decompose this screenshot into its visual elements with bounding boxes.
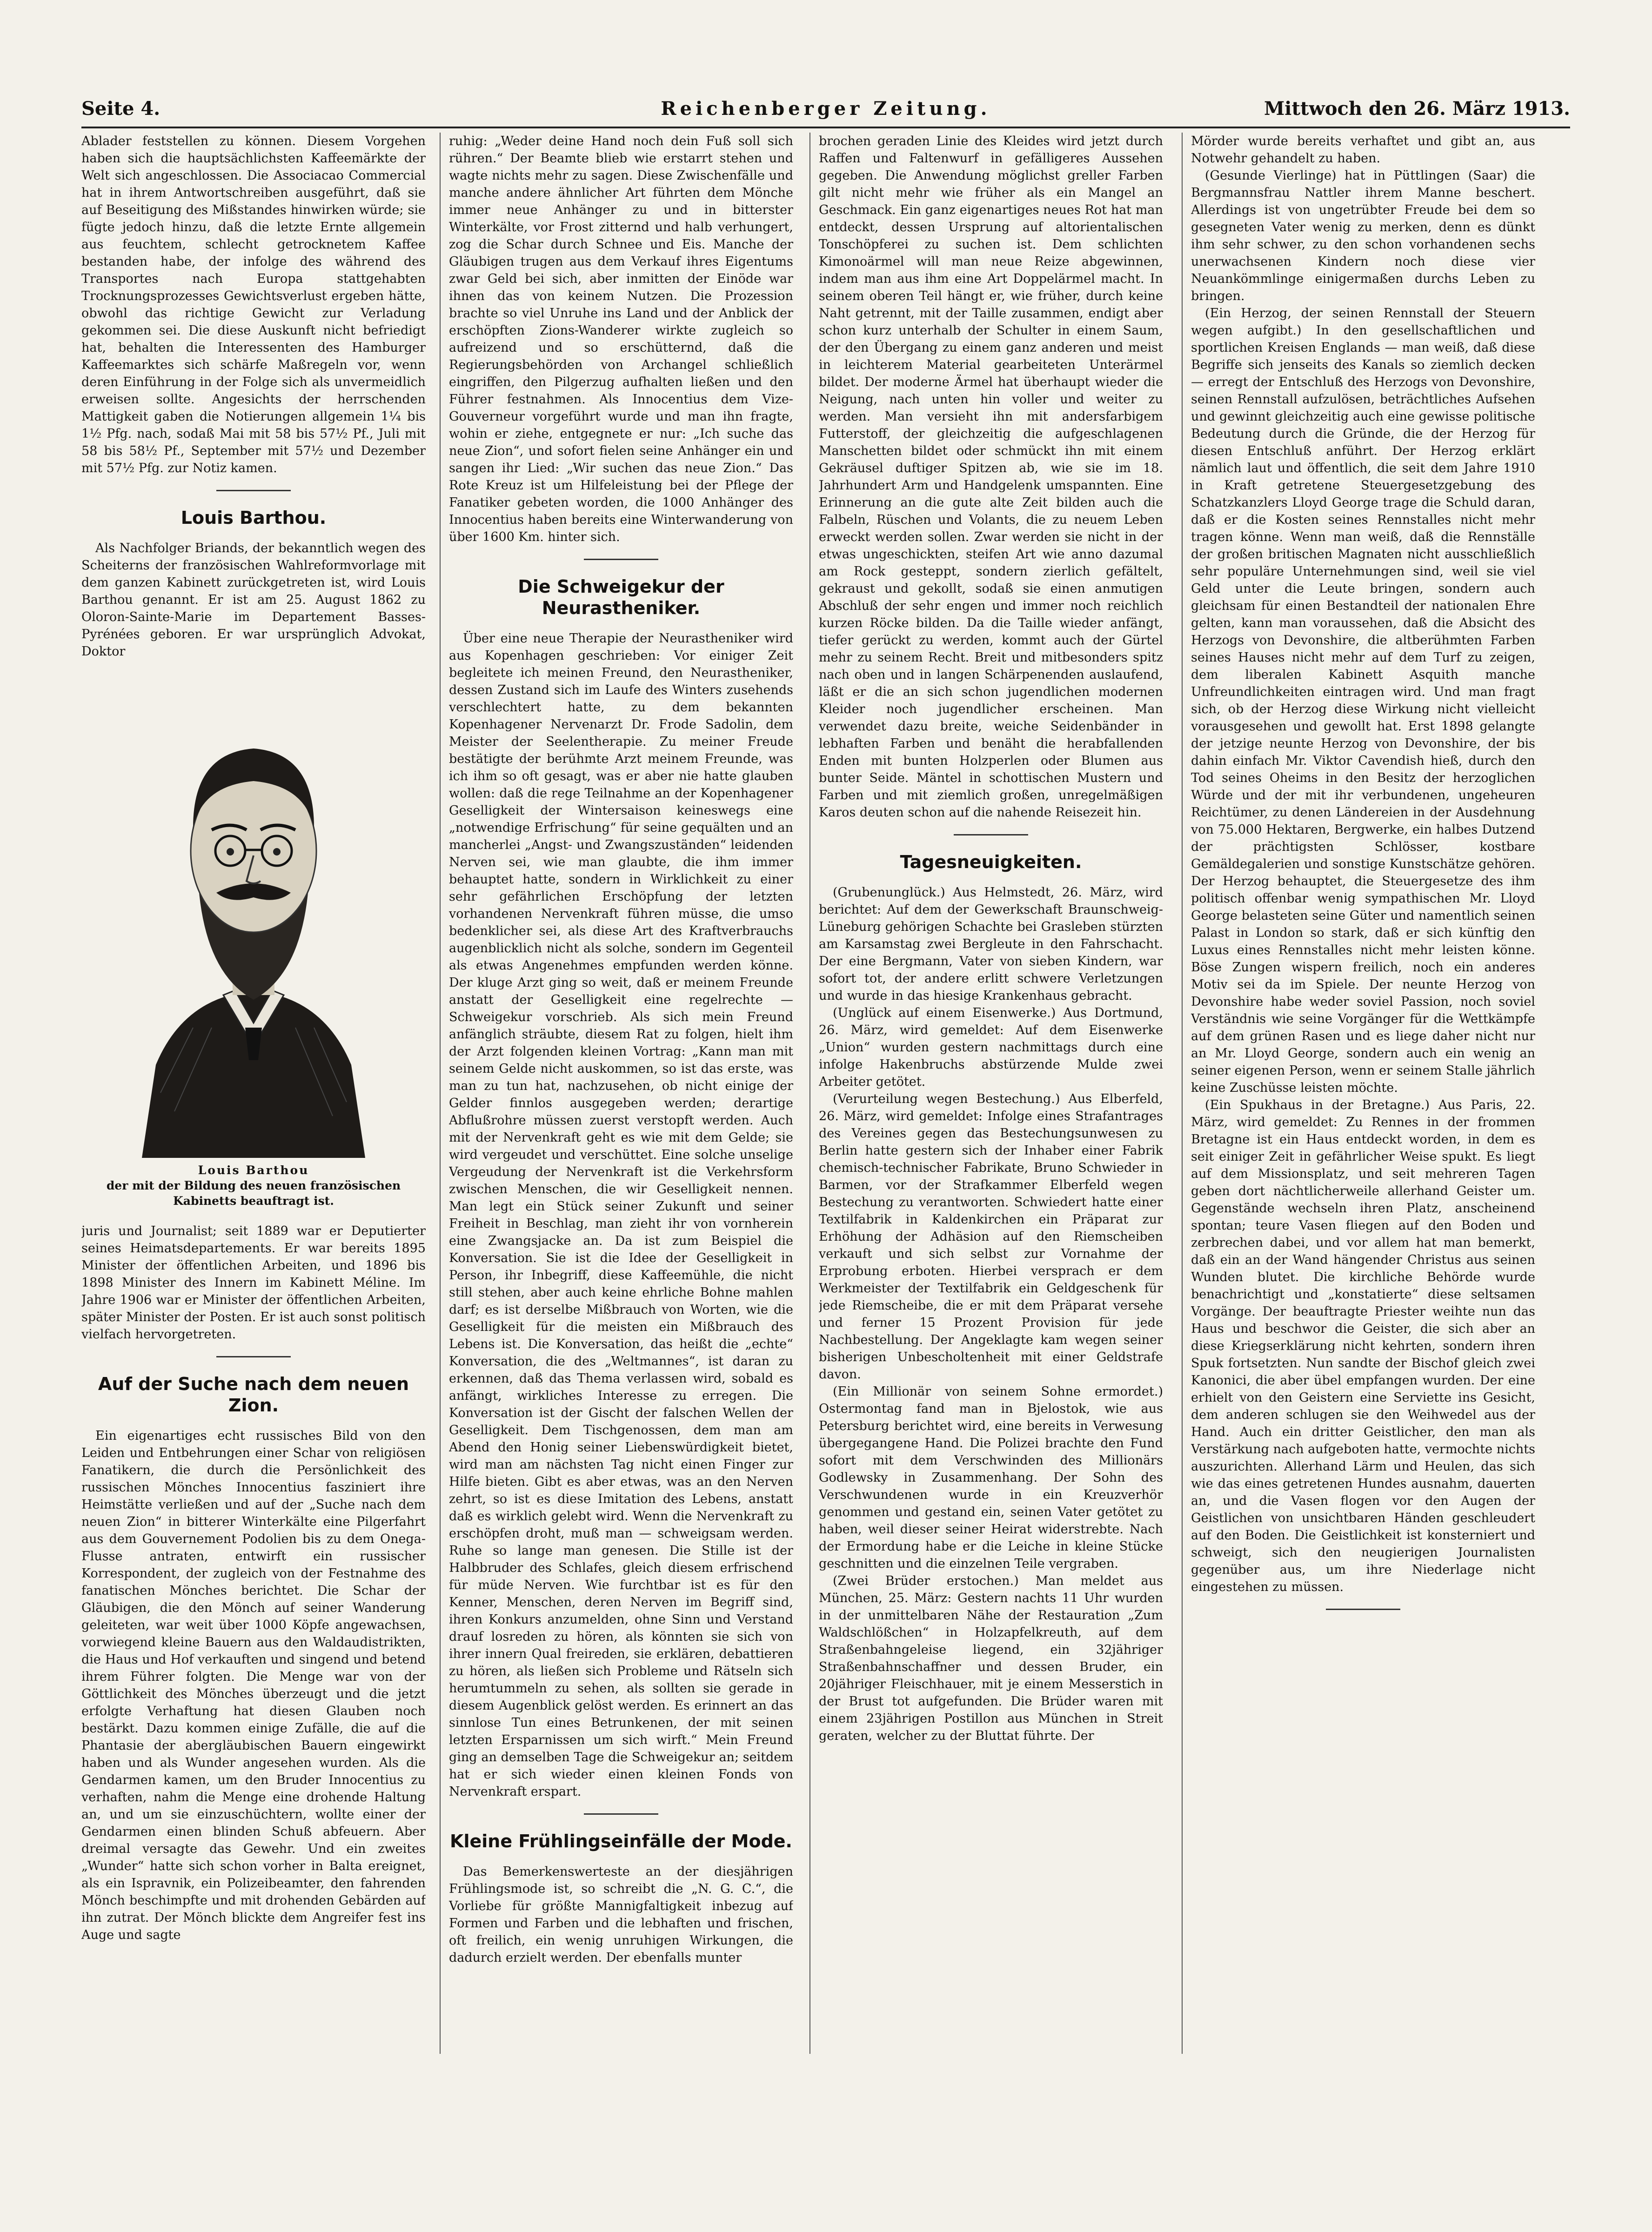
header-rule <box>81 127 1570 128</box>
article-text: Über eine neue Therapie der Neurastheniker wird aus Kopenhagen geschrieben: Vor einiger Zeit begleitete ich meinen Freund, den Neurastheniker, dessen Zustand sich im Laufe des Winters zusehends verschlechtert hatte, zu dem bekannten Kopenhagener Nervenarzt Dr. Frode Sadolin, dem Meister der Seelentherapie. Zu meiner Freude bestätigte der berühmte Arzt meinem Freunde, was ich ihm so oft gesagt, was er aber nie hatte glauben wollen: daß die rege Teilnahme an der Kopenhagener Geselligkeit der Wintersaison keineswegs eine „notwendige Erfrischung“ für seine gequälten und an mancherlei „Angst- und Zwangszuständen“ leidenden Nerven sei, wie man glaubte, die ihm immer behauptet hatte, sondern in Wirklichkeit zu einer sehr gefährlichen Erschöpfung der letzten vorhandenen Nervenkraft führen müsse, die umso bedenklicher sei, als diese Art des Kraftverbrauchs augenblicklich nicht als solche, sondern im Gegenteil als etwas Angenehmes empfunden werden könne. Der kluge Arzt ging so weit, daß er meinem Freunde anstatt der Geselligkeit eine regelrechte — Schweigekur vorschrieb. Als sich mein Freund anfänglich sträubte, diesem Rat zu folgen, hielt ihm der Arzt folgenden kleinen Vortrag: „Kann man mit seinem Gelde nicht auskommen, so ist das erste, was man zu tun hat, nachzusehen, ob nicht einige der Gelder finnlos ausgegeben werden; derartige Abflußrohre müssen zuerst verstopft werden. Auch mit der Nervenkraft geht es wie mit dem Gelde; sie wird vergeudet und verschüttet. Eine solche unselige Vergeudung der Nervenkraft ist die Verkehrsform zwischen Menschen, die wir Geselligkeit nennen. Man legt ein Stück seiner Zukunft und seiner Freiheit in Beschlag, man zieht ihr von vornherein eine Zwangsjacke an. Da ist zum Beispiel die Konversation. Sie ist die Idee der Geselligkeit in Person, ihr Inbegriff, diese Kaffeemühle, die nicht still stehen, aber auch keine ehrliche Bohne mahlen darf; es ist derselbe Mißbrauch von Worten, wie die Geselligkeit für die meisten ein Mißbrauch des Lebens ist. Die Konversation, das heißt die „echte“ Konversation, die des „Weltmannes“, ist daran zu erkennen, daß das Thema verlassen wird, sobald es anfängt, wirkliches Interesse zu erregen. Die Konversation ist der Gischt der falschen Wellen der Geselligkeit. Dem Tischgenossen, dem man am Abend den Honig seiner Liebenswürdigkeit bietet, wird man am nächsten Tag nicht einen Finger zur Hilfe bieten. Gibt es aber etwas, was an den Nerven zehrt, so ist es diese Imitation des Lebens, anstatt daß es wirklich gelebt wird. Wenn die Nervenkraft zu erschöpfen droht, muß man — schweigsam werden. Ruhe so lange man genesen. Die Stille ist der Halbbruder des Schlafes, gleich diesem erfrischend für müde Nerven. Wie furchtbar ist es für den Kenner, Menschen, deren Nerven im Begriff sind, ihren Konkurs anzumelden, ohne Sinn und Verstand drauf losreden zu hören, als könnten sie sich von ihrer innern Qual freireden, sie erklären, debattieren zu hören, als ließen sich Probleme und Rätseln sich herumtummeln zu sehen, als sollten sie gerade in diesem Augenblick gelöst werden. Es erinnert an das sinnlose Tun eines Betrunkenen, der mit seinen letzten Ersparnissen um sich wirft.“ Mein Freund ging an demselben Tage die Schweigekur an; seitdem hat er sich wieder einen kleinen Fonds von Nervenkraft erspart. <box>449 631 793 1799</box>
article-text: Das Bemerkenswerteste an der diesjährigen Frühlingsmode ist, so schreibt die „N. G. C.“, die Vorliebe für größte Mannigfaltigkeit inbezug auf Formen und Farben und die lebhaften und frischen, oft freilich, ein wenig unruhigen Wirkungen, die dadurch erzielt werden. Der ebenfalls munter <box>449 1864 793 1965</box>
article-heading: Auf der Suche nach dem neuen Zion. <box>98 1374 409 1416</box>
portrait-illustration <box>123 674 384 1158</box>
article-separator <box>954 834 1028 835</box>
article-separator <box>1326 1609 1400 1610</box>
column-rule <box>440 133 441 2054</box>
news-item: Mörder wurde bereits verhaftet und gibt an, aus Notwehr gehandelt zu haben. <box>1191 134 1535 166</box>
article-heading: Louis Barthou. <box>181 508 327 528</box>
column-rule <box>809 133 810 2054</box>
column-4 <box>1191 133 1535 2054</box>
news-item: (Ein Spukhaus in der Bretagne.) Aus Paris, 22. März, wird gemeldet: Zu Rennes in der frommen Bretagne ist ein Haus entdeckt worden, in dem es seit einiger Zeit in gefährlicher Weise spukt. Es liegt auf dem Missionsplatz, und seit mehreren Tagen geben dort nächtlicherweile allerhand Geister um. Gegenstände wechseln ihren Platz, anscheinend spontan; teure Vasen fliegen auf den Boden und zerbrechen dabei, und vor allem hat man bemerkt, daß ein an der Wand hängender Christus aus seinen Wunden blutet. Die kirchliche Behörde wurde benachrichtigt und „konstatierte“ diese seltsamen Vorgänge. Der beauftragte Priester weihte nun das Haus und beschwor die Geister, die sich aber an diese Kriegserklärung nicht kehrten, sondern ihren Spuk fortsetzten. Nun sandte der Bischof gleich zwei Kanonici, die aber übel empfangen wurden. Der eine erhielt von den Geistern eine Serviette ins Gesicht, dem anderen schlugen sie den Weihwedel aus der Hand. Auch ein dritter Geistlicher, den man als Verstärkung nach aufgeboten hatte, vermochte nichts auszurichten. Allerhand Lärm und Heulen, das sich wie das eines getretenen Hundes ausnahm, dauerten an, und die Vasen flogen vor den Augen der Geistlichen von unsichtbaren Händen geschleudert auf den Boden. Die Geistlichkeit ist konsterniert und schweigt, sich den neugierigen Journalisten gegenüber aus, um ihre Niederlage nicht eingestehen zu müssen. <box>1191 1098 1535 1594</box>
article-separator <box>216 1356 291 1357</box>
article-separator <box>584 559 658 560</box>
news-item: (Verurteilung wegen Bestechung.) Aus Elberfeld, 26. März, wird gemeldet: Infolge eines Strafantrages des Vereines gegen das Bestechungsunwesen zu Berlin hatte gestern sich der Inhaber einer Fabrik chemisch-technischer Fabrikate, Bruno Schwieder in Barmen, vor der Strafkammer Elberfeld wegen Bestechung zu verantworten. Schwiedert hatte einer Textilfabrik in Kaldenkirchen ein Präparat zur Erhöhung der Adhäsion auf den Riemscheiben verkauft und sich selbst zur Vornahme der Erprobung erboten. Hierbei versprach er dem Werkmeister der Textilfabrik ein Geldgeschenk für jede Riemscheibe, die er mit dem Präparat versehe und ferner 15 Prozent Provision für jede Nachbestellung. Der Angeklagte kam wegen seiner bisherigen Unbescholtenheit mit einer Geldstrafe davon. <box>819 1092 1163 1382</box>
article-text: brochen geraden Linie des Kleides wird jetzt durch Raffen und Faltenwurf in gefälligeres Aussehen gegeben. Die Anwendung möglichst greller Farben gilt nicht mehr wie früher als ein Mangel an Geschmack. Ein ganz eigenartiges neues Rot hat man entdeckt, dessen Ursprung auf altorientalischen Tonschöpferei zu suchen ist. Dem schlichten Kimonoärmel will man neue Reize abgewinnen, indem man aus ihm eine Art Doppelärmel macht. In seinem oberen Teil hängt er, wie früher, durch keine Naht getrennt, mit der Taille zusammen, endigt aber schon kurz unterhalb der Schulter in einem Saum, der den Übergang zu einem ganz anderen und meist in leichterem Material gearbeiteten Unterärmel bildet. Der moderne Ärmel hat überhaupt wieder die Neigung, nach unten hin voller und weiter zu werden. Man versieht ihn mit andersfarbigem Futterstoff, der gleichzeitig die aufgeschlagenen Manschetten bildet oder schmückt ihn mit einem Gekräusel duftiger Spitzen ab, wie sie im 18. Jahrhundert Arm und Handgelenk umspannten. Eine Erinnerung an die gute alte Zeit bilden auch die Falbeln, Rüschen und Volants, die zu neuem Leben erweckt werden sollen. Zwar werden sie nicht in der etwas ungeschickten, steifen Art wie anno dazumal am Rock gesteppt, sondern zierlich gefältelt, gekraust und gekollt, sodaß sie einen anmutigen Abschluß der sehr engen und immer noch reichlich kurzen Röcke bilden. Da die Taille wieder anfängt, tiefer gerückt zu werden, kommt auch der Gürtel mehr zu seinem Recht. Breit und mitbesonders spitz nach oben und in langen Schärpenenden auslaufend, läßt er die an sich schon jugendlichen modernen Kleider noch jugendlicher erscheinen. Man verwendet dazu breite, weiche Seidenbänder in lebhaften Farben und benäht die herabfallenden Enden mit bunten Holzperlen oder Blumen aus bunter Seide. Mäntel in schottischen Mustern und Farben und mit ziemlich großen, unregelmäßigen Karos deuten schon auf die nahende Reisezeit hin. <box>819 134 1163 820</box>
news-item: (Ein Millionär von seinem Sohne ermordet.) Ostermontag fand man in Bjelostok, wie aus Petersburg berichtet wird, eine bereits in Verwesung übergegangene Hand. Die Polizei brachte den Fund sofort mit dem Verschwinden des Millionärs Godlewsky in Zusammenhang. Der Sohn des Verschwundenen wurde in ein Kreuzverhör genommen und gestand ein, seinen Vater getötet zu haben, weil dieser seiner Heirat widerstrebte. Nach der Ermordung habe er die Leiche in kleine Stücke geschnitten und die einzelnen Teile vergraben. <box>819 1384 1163 1571</box>
section-heading: Tagesneuigkeiten. <box>900 852 1082 872</box>
article-text: Ein eigenartiges echt russisches Bild von den Leiden und Entbehrungen einer Schar von religiösen Fanatikern, die durch die Persönlichkeit des russischen Mönches Innocentius fasziniert ihre Heimstätte verließen und auf der „Suche nach dem neuen Zion“ in bitterer Winterkälte eine Pilgerfahrt aus dem Gouvernement Podolien bis zu dem Onega-Flusse antraten, entwirft ein russischer Korrespondent, der zugleich von der Festnahme des fanatischen Mönches berichtet. Die Schar der Gläubigen, die den Mönch auf seiner Wanderung geleiteten, war weit über 1000 Köpfe angewachsen, vorwiegend kleine Bauern aus den Waldaudistrikten, die Haus und Hof verkauften und singend und betend ihrem Führer folgten. Die Menge war von der Göttlichkeit des Mönches überzeugt und die jetzt erfolgte Verhaftung hat diesen Glauben noch bestärkt. Dazu kommen einige Zufälle, die auf die Phantasie der abergläubischen Bauern eingewirkt haben und als Wunder angesehen wurden. Als die Gendarmen kamen, um den Bruder Innocentius zu verhaften, nahm die Menge eine drohende Haltung an, und um sie einzuschüchtern, wollte einer der Gendarmen einen blinden Schuß abfeuern. Aber dreimal versagte das Gewehr. Und ein zweites „Wunder“ hatte sich schon vorher in Balta ereignet, als ein Ispravnik, ein Polizeibeamter, den fahrenden Mönch beschimpfte und mit drohenden Gebärden auf ihn zutrat. Der Mönch blickte dem Angreifer fest ins Auge und sagte <box>81 1429 426 1942</box>
news-item: (Gesunde Vierlinge) hat in Püttlingen (Saar) die Bergmannsfrau Nattler ihrem Manne beschert. Allerdings ist von ungetrübter Freude bei dem so gesegneten Vater wenig zu merken, denn es dünkt ihm sehr schwer, zu den schon vorhandenen sechs unerwachsenen Kindern noch diese vier Neuankömmlinge einigermaßen durchs Leben zu bringen. <box>1191 168 1535 303</box>
masthead: Reichenberger Zeitung. <box>661 98 991 120</box>
issue-date: Mittwoch den 26. März 1913. <box>1264 98 1570 120</box>
article-separator <box>216 490 291 491</box>
article-text: juris und Journalist; seit 1889 war er Deputierter seines Heimatsdepartements. Er war bereits 1895 Minister der öffentlichen Arbeiten, und 1896 bis 1898 Minister des Innern im Kabinett Méline. Im Jahre 1906 war er Minister der öffentlichen Arbeiten, später Minister der Posten. Er ist auch sonst politisch vielfach hervorgetreten. <box>81 1224 426 1342</box>
column-rule <box>1182 133 1183 2054</box>
column-2 <box>449 133 793 2054</box>
page-header <box>81 98 1570 130</box>
caption-text: der mit der Bildung des neuen französischen Kabinetts beauftragt ist. <box>106 1179 401 1208</box>
portrait-caption <box>81 1163 426 1209</box>
news-item: (Grubenunglück.) Aus Helmstedt, 26. März, wird berichtet: Auf dem der Gewerkschaft Braunschweig-Lüneburg gehörigen Schachte bei Grasleben stürzten am Karsamstag zwei Bergleute in den Fahrschacht. Der eine Bergmann, Vater von sieben Kindern, war sofort tot, der andere erlitt schwere Verletzungen und wurde in das hiesige Krankenhaus gebracht. <box>819 885 1163 1003</box>
article-heading: Die Schweigekur der Neurastheniker. <box>518 576 724 618</box>
article-text: Als Nachfolger Briands, der bekanntlich wegen des Scheiterns der französischen Wahlreformvorlage mit dem ganzen Kabinett zurückgetreten ist, wird Louis Barthou genannt. Er ist am 25. August 1862 zu Oloron-Sainte-Marie im Departement Basses-Pyrénées geboren. Er war ursprünglich Advokat, Doktor <box>81 541 426 659</box>
article-heading: Kleine Frühlingseinfälle der Mode. <box>450 1831 792 1851</box>
news-item: (Zwei Brüder erstochen.) Man meldet aus München, 25. März: Gestern nachts 11 Uhr wurden in der unmittelbaren Nähe der Restauration „Zum Waldschlößchen“ in Holzapfelkreuth, auf dem Straßenbahngeleise liegend, ein 32jähriger Straßenbahnschaffner und dessen Bruder, ein 20jähriger Fleischhauer, mit je einem Messerstich in der Brust tot aufgefunden. Die Brüder waren mit einem 23jährigen Postillon aus München in Streit geraten, welcher zu der Bluttat führte. Der <box>819 1574 1163 1743</box>
news-item: (Ein Herzog, der seinen Rennstall der Steuern wegen aufgibt.) In den gesellschaftlichen und sportlichen Kreisen Englands — man weiß, daß diese Begriffe sich jenseits des Kanals so ziemlich decken — erregt der Entschluß des Herzogs von Devonshire, seinen Rennstall aufzulösen, beträchtliches Aufsehen und gewinnt gleichzeitig auch eine gewisse politische Bedeutung durch die Gründe, die der Herzog für diesen Entschluß anführt. Der Herzog erklärt nämlich laut und öffentlich, die seit dem Jahre 1910 in Kraft getretene Steuergesetzgebung des Schatzkanzlers Lloyd George trage die Schuld daran, daß er die Kosten seines Rennstalles nicht mehr tragen könne. Wenn man weiß, daß die Rennställe der großen britischen Magnaten nicht ausschließlich sehr populäre Unternehmungen sind, weil sie viel Geld unter die Leute bringen, sondern auch gleichsam für einen Bestandteil der nationalen Ehre gelten, kann man voraussehen, daß die Absicht des Herzogs von Devonshire, die altberühmten Farben seines Hauses nicht mehr auf dem Turf zu zeigen, dem liberalen Kabinett Asquith manche Unfreundlichkeiten eintragen wird. Und man fragt sich, ob der Herzog diese Wirkung nicht vielleicht vorausgesehen und gewollt hat. Erst 1898 gelangte der jetzige neunte Herzog von Devonshire, der bis dahin einfach Mr. Viktor Cavendish hieß, durch den Tod seines Oheims in den Besitz der herzoglichen Würde und der mit ihr verbundenen, ungeheuren Reichtümer, zu denen Ländereien in der Ausdehnung von 75.000 Hektaren, Bergwerke, ein halbes Dutzend der prächtigsten Schlösser, kostbare Gemäldegalerien und sonstige Kunstschätze gehören. Der Herzog behauptet, die Steuergesetze des ihm politisch offenbar wenig sympathischen Mr. Lloyd George belasteten seine Güter und namentlich seinen Palast in London so stark, daß er sich künftig den Luxus eines Rennstalles nicht mehr leisten könne. Böse Zungen wispern freilich, noch ein anderes Motiv sei da im Spiele. Der neunte Herzog von Devonshire habe weder soviel Passion, noch soviel Verständnis wie seine Vorgänger für die Wettkämpfe auf dem grünen Rasen und es liege daher nicht nur an Mr. Lloyd George, sondern auch ein wenig an seiner eigenen Person, wenn er seinem Stalle jährlich keine Zuschüsse leisten möchte. <box>1191 306 1535 1095</box>
news-item: (Unglück auf einem Eisenwerke.) Aus Dortmund, 26. März, wird gemeldet: Auf dem Eisenwerke „Union“ wurden gestern nachmittags durch eine infolge Hakenbruchs abstürzende Mulde zwei Arbeiter getötet. <box>819 1006 1163 1089</box>
page-number: Seite 4. <box>81 98 161 120</box>
column-1 <box>81 133 426 2054</box>
article-text: Ablader feststellen zu können. Diesem Vorgehen haben sich die hauptsächlichsten Kaffeemärkte der Welt sich angeschlossen. Die Associacao Commercial hat in ihrem Antwortschreiben ausgeführt, daß sie auf Beseitigung des Mißstandes hinwirken würde; sie fügte jedoch hinzu, daß die letzte Ernte allgemein aus feuchtem, schlecht getrocknetem Kaffee bestanden habe, der infolge des während des Transportes nach Europa stattgehabten Trocknungsprozesses Gewichtsverlust ergeben hätte, obwohl das richtige Gewicht zur Verladung gekommen sei. Die diese Auskunft nicht befriedigt hat, behalten die Interessenten des Hamburger Kaffeemarktes sich schärfe Maßregeln vor, wenn deren Einführung in der Folge sich als unvermeidlich erweisen sollte. Angesichts der herrschenden Mattigkeit gaben die Notierungen allgemein 1¼ bis 1½ Pfg. nach, sodaß Mai mit 58 bis 57½ Pf., Juli mit 58 bis 58½ Pf., September mit 57½ und Dezember mit 57½ Pfg. zur Notiz kamen. <box>81 134 426 475</box>
column-3 <box>819 133 1163 2054</box>
caption-name: Louis Barthou <box>198 1163 309 1177</box>
article-separator <box>584 1813 658 1815</box>
article-text: ruhig: „Weder deine Hand noch dein Fuß soll sich rühren.“ Der Beamte blieb wie erstarrt stehen und wagte nichts mehr zu sagen. Diese Zwischenfälle und manche andere ähnlicher Art führten dem Mönche immer neue Anhänger zu und in bitterster Winterkälte, vor Frost zitternd und halb verhungert, zog die Schar durch Schnee und Eis. Manche der Gläubigen trugen aus dem Verkauf ihres Eigentums zwar Geld bei sich, aber inmitten der Einöde war ihnen das von keinem Nutzen. Die Prozession brachte so viel Unruhe ins Land und der Anblick der erschöpften Zions-Wanderer wirkte zugleich so aufreizend und so erschütternd, daß die Regierungsbehörden von Archangel schließlich eingriffen, den Pilgerzug aufhalten ließen und den Führer festnahmen. Als Innocentius dem Vize-Gouverneur vorgeführt wurde und man ihn fragte, wohin er ziehe, entgegnete er nur: „Ich suche das neue Zion“, und sofort fielen seine Anhänger ein und sangen ihr Lied: „Wir suchen das neue Zion.“ Das Rote Kreuz ist um Hilfeleistung bei der Pflege der Fanatiker gebeten worden, die 1000 Anhänger des Innocentius haben bereits eine Winterwanderung von über 1600 Km. hinter sich. <box>449 134 793 544</box>
